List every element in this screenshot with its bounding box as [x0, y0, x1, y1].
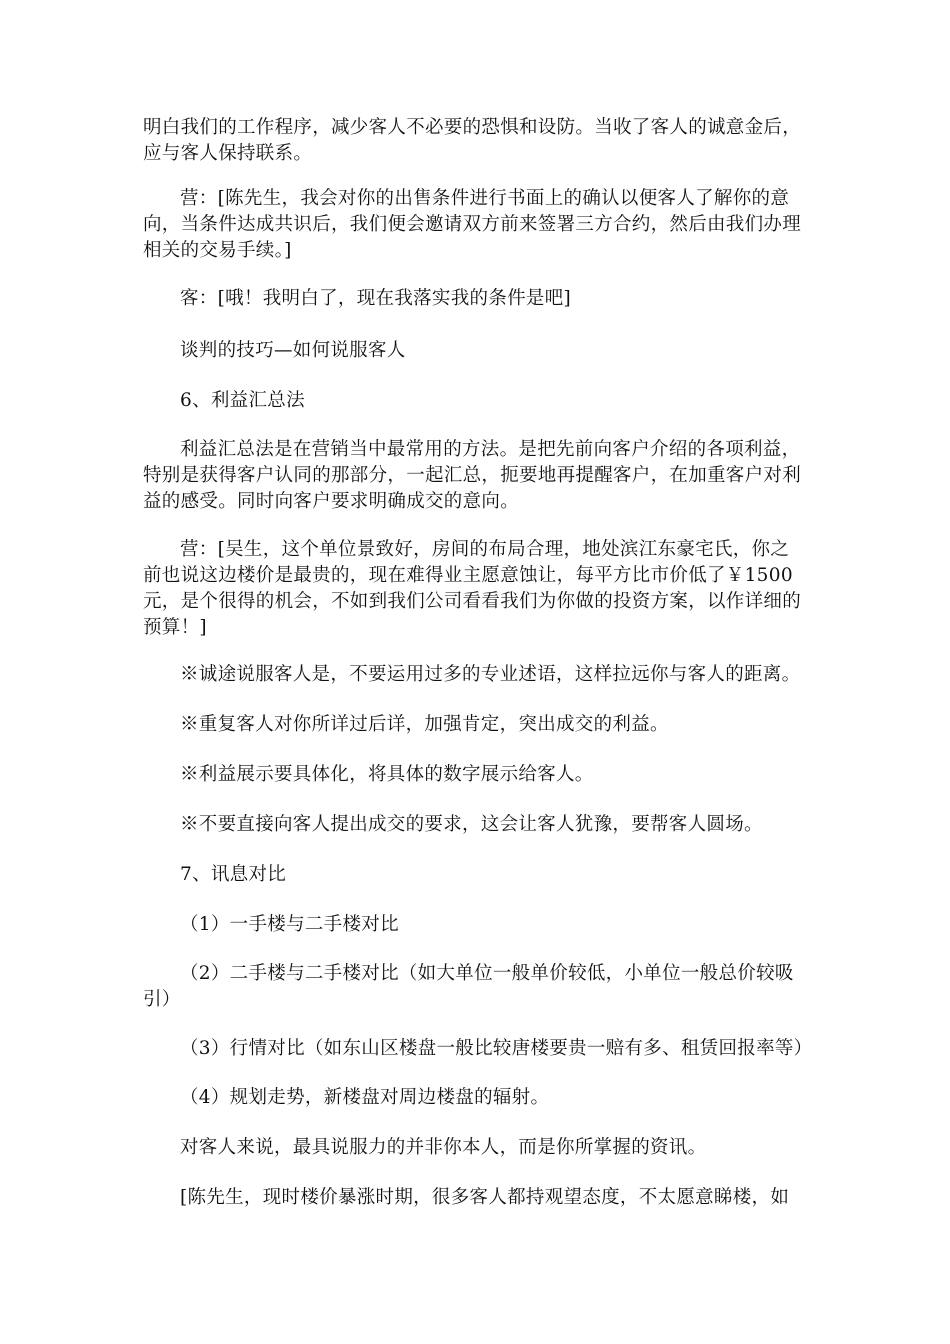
text-line: 特别是获得客户认同的那部分，一起汇总，扼要地再提醒客户，在加重客户对利	[143, 465, 802, 486]
text-line: （2）二手楼与二手楼对比（如大单位一般单价较低，小单位一般总价较吸	[180, 963, 794, 984]
text-line: 6、利益汇总法	[180, 390, 305, 411]
text-line: 预算！]	[143, 617, 207, 638]
text-line: 引）	[143, 989, 181, 1010]
note-item	[143, 712, 808, 738]
note-item	[143, 762, 808, 788]
text-line: [陈先生，现时楼价暴涨时期，很多客人都持观望态度，不太愿意睇楼，如	[180, 1187, 790, 1208]
paragraph-dialogue-customer	[143, 286, 808, 312]
note-item	[143, 662, 808, 688]
text-line: 谈判的技巧—如何说服客人	[180, 340, 406, 361]
text-line: 益的感受。同时向客户要求明确成交的意向。	[143, 491, 520, 512]
text-line: 相关的交易手续。]	[143, 240, 292, 261]
paragraph-dialogue-sales-2	[143, 537, 808, 641]
comparison-item	[143, 1085, 808, 1111]
text-line: 明白我们的工作程序，减少客人不必要的恐惧和设防。当收了客人的诚意金后，	[143, 117, 802, 138]
text-line: ※利益展示要具体化，将具体的数字展示给客人。	[180, 764, 594, 785]
paragraph-persuasion	[143, 1135, 808, 1161]
comparison-item	[143, 912, 808, 938]
text-line: 对客人来说，最具说服力的并非你本人，而是你所掌握的资讯。	[180, 1137, 707, 1158]
section-heading-7	[143, 862, 808, 888]
text-line: 元，是个很得的机会，不如到我们公司看看我们为你做的投资方案，以作详细的	[143, 591, 802, 612]
text-line: ※重复客人对你所详过后详，加强肯定，突出成交的利益。	[180, 714, 669, 735]
comparison-item	[143, 961, 808, 1013]
text-line: 营：[陈先生，我会对你的出售条件进行书面上的确认以便客人了解你的意	[180, 188, 790, 209]
text-line: ※诚途说服客人是，不要运用过多的专业述语，这样拉远你与客人的距离。	[180, 664, 801, 685]
comparison-item	[143, 1036, 813, 1062]
text-line: （1）一手楼与二手楼对比	[180, 914, 399, 935]
text-line: 利益汇总法是在营销当中最常用的方法。是把先前向客户介绍的各项利益，	[180, 439, 801, 460]
section-heading-negotiation	[143, 338, 808, 364]
text-line: （3）行情对比（如东山区楼盘一般比较唐楼要贵一赔有多、租赁回报率等）	[180, 1038, 813, 1059]
text-line: 营：[吴生，这个单位景致好，房间的布局合理，地处滨江东豪宅氏，你之	[180, 539, 790, 560]
text-line: 7、讯息对比	[180, 864, 287, 885]
paragraph-dialogue-sales-1	[143, 186, 808, 264]
paragraph-benefit-summary	[143, 437, 808, 515]
section-heading-6	[143, 388, 808, 414]
text-line: ※不要直接向客人提出成交的要求，这会让客人犹豫，要帮客人圆场。	[180, 814, 763, 835]
text-line: 向，当条件达成共识后，我们便会邀请双方前来签署三方合约，然后由我们办理	[143, 214, 802, 235]
text-line: 应与客人保持联系。	[143, 143, 313, 164]
paragraph-dialogue-sales-3	[143, 1185, 808, 1211]
note-item	[143, 812, 808, 838]
text-line: 前也说这边楼价是最贵的，现在难得业主愿意蚀让，每平方比市价低了￥1500	[143, 565, 793, 586]
paragraph-work-procedure	[143, 115, 808, 167]
text-line: （4）规划走势，新楼盘对周边楼盘的辐射。	[180, 1087, 550, 1108]
text-line: 客：[哦！我明白了，现在我落实我的条件是吧]	[180, 288, 572, 309]
